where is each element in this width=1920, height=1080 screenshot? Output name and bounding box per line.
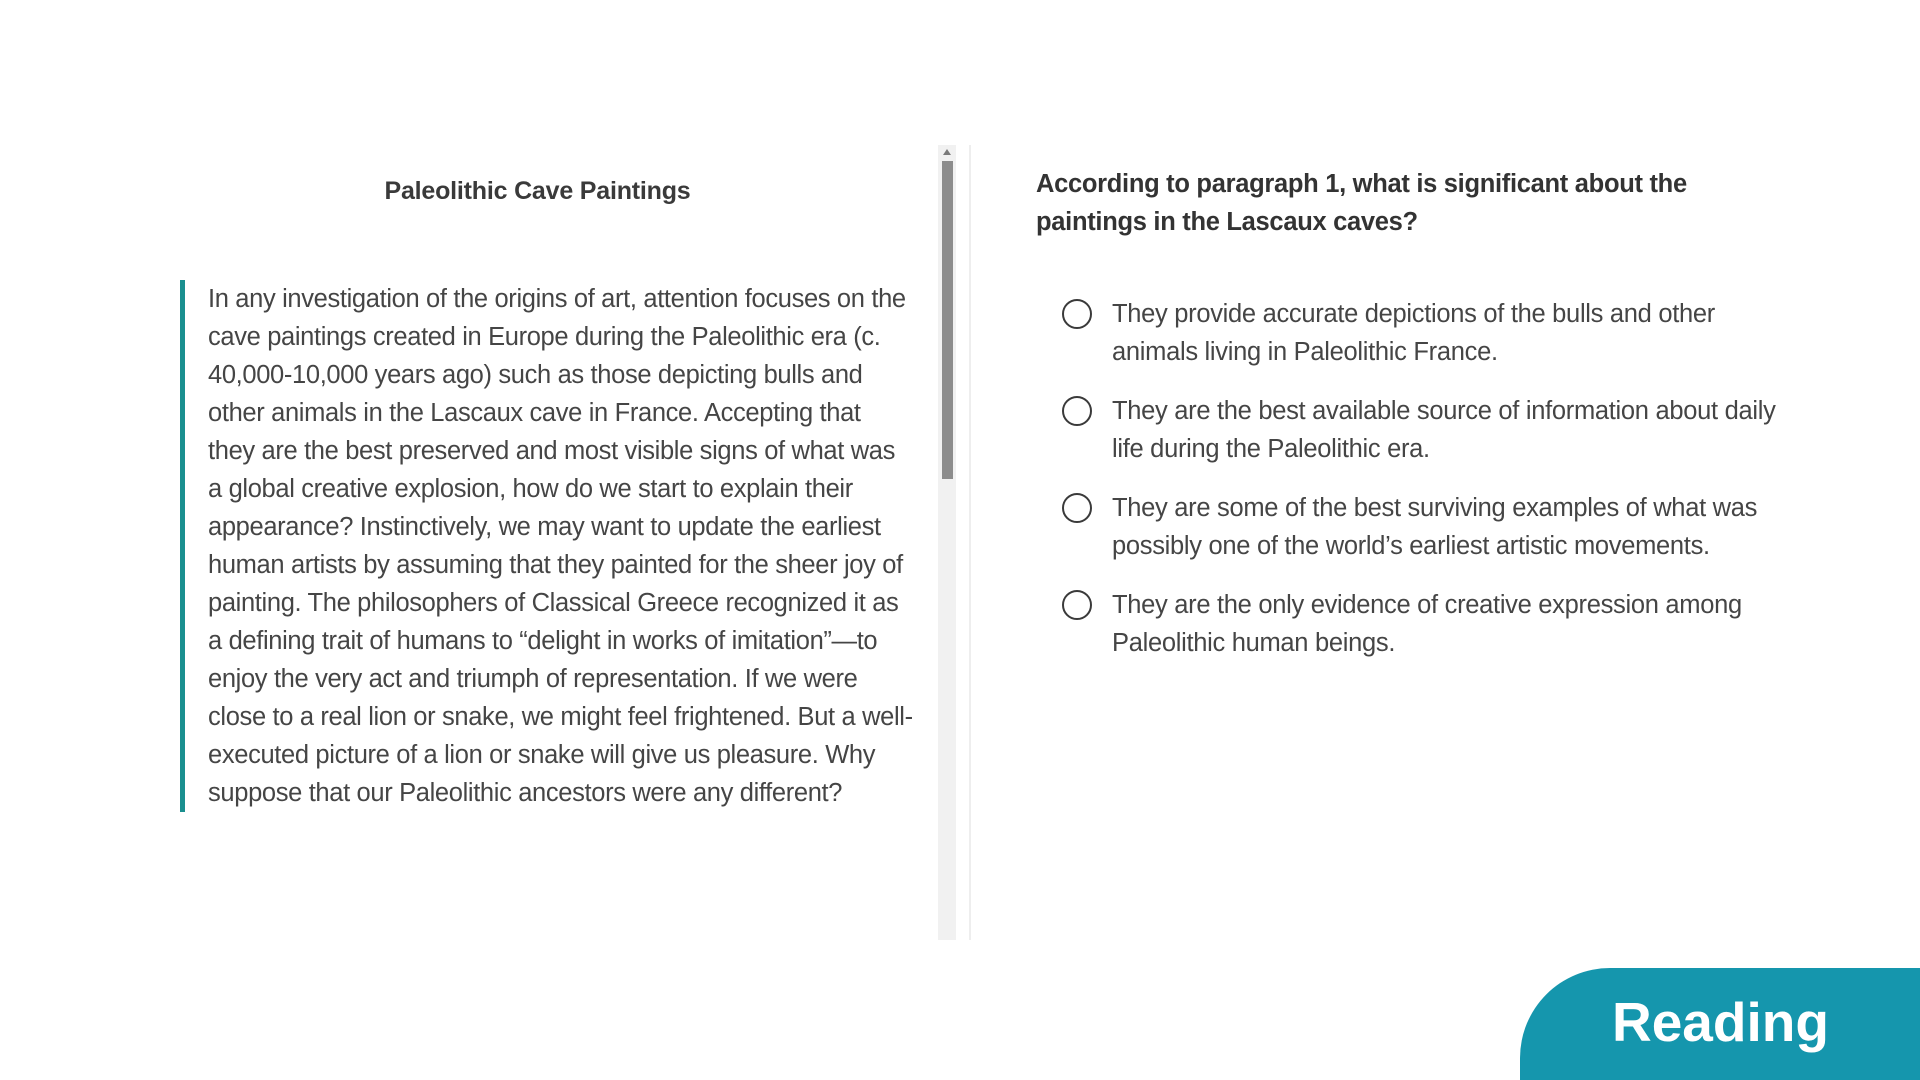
radio-button-icon[interactable]: [1062, 493, 1092, 523]
passage-title: Paleolithic Cave Paintings: [384, 177, 691, 205]
section-badge-label: Reading: [1612, 991, 1829, 1053]
answer-option-label: They provide accurate depictions of the bulls and other animals living in Paleolithic France.: [1112, 300, 1715, 366]
passage-pane: [150, 145, 940, 940]
section-badge: [1520, 968, 1920, 1080]
scroll-up-arrow-icon[interactable]: [943, 149, 951, 155]
radio-button-icon[interactable]: [1062, 590, 1092, 620]
highlighted-paragraph: [180, 280, 913, 812]
answer-options: [1036, 295, 1776, 662]
paragraph-1-text: In any investigation of the origins of art, attention focuses on the cave paintings created in Europe during the Paleolithic era (c. 40,000-10,000 years ago) such as those depicting bulls and other animals in the Lascaux cave in France. Accepting that they are the best preserved and most visible signs of what was a global creative explosion, how do we start to explain their appearance? Instinctively, we may want to update the earliest human artists by assuming that they painted for the sheer joy of painting. The philosophers of Classical Greece recognized it as a defining trait of humans to “delight in works of imitation”—to enjoy the very act and triumph of representation. If we were close to a real lion or snake, we might feel frightened. But a well-executed picture of a lion or snake will give us pleasure. Why suppose that our Paleolithic ancestors were any different?: [208, 285, 913, 807]
answer-option-3[interactable]: [1036, 489, 1776, 565]
pane-divider: [969, 145, 971, 940]
radio-button-icon[interactable]: [1062, 396, 1092, 426]
passage-scrollbar[interactable]: [938, 145, 956, 940]
answer-option-4[interactable]: [1036, 586, 1776, 662]
answer-option-label: They are some of the best surviving examples of what was possibly one of the world’s earliest artistic movements.: [1112, 494, 1758, 560]
question-text: According to paragraph 1, what is significant about the paintings in the Lascaux caves?: [1036, 170, 1687, 236]
answer-option-2[interactable]: [1036, 392, 1776, 468]
scrollbar-thumb[interactable]: [942, 161, 953, 479]
question-pane: [1036, 165, 1776, 683]
answer-option-1[interactable]: [1036, 295, 1776, 371]
answer-option-label: They are the best available source of information about daily life during the Paleolithic era.: [1112, 397, 1776, 463]
answer-option-label: They are the only evidence of creative expression among Paleolithic human beings.: [1112, 591, 1742, 657]
radio-button-icon[interactable]: [1062, 299, 1092, 329]
